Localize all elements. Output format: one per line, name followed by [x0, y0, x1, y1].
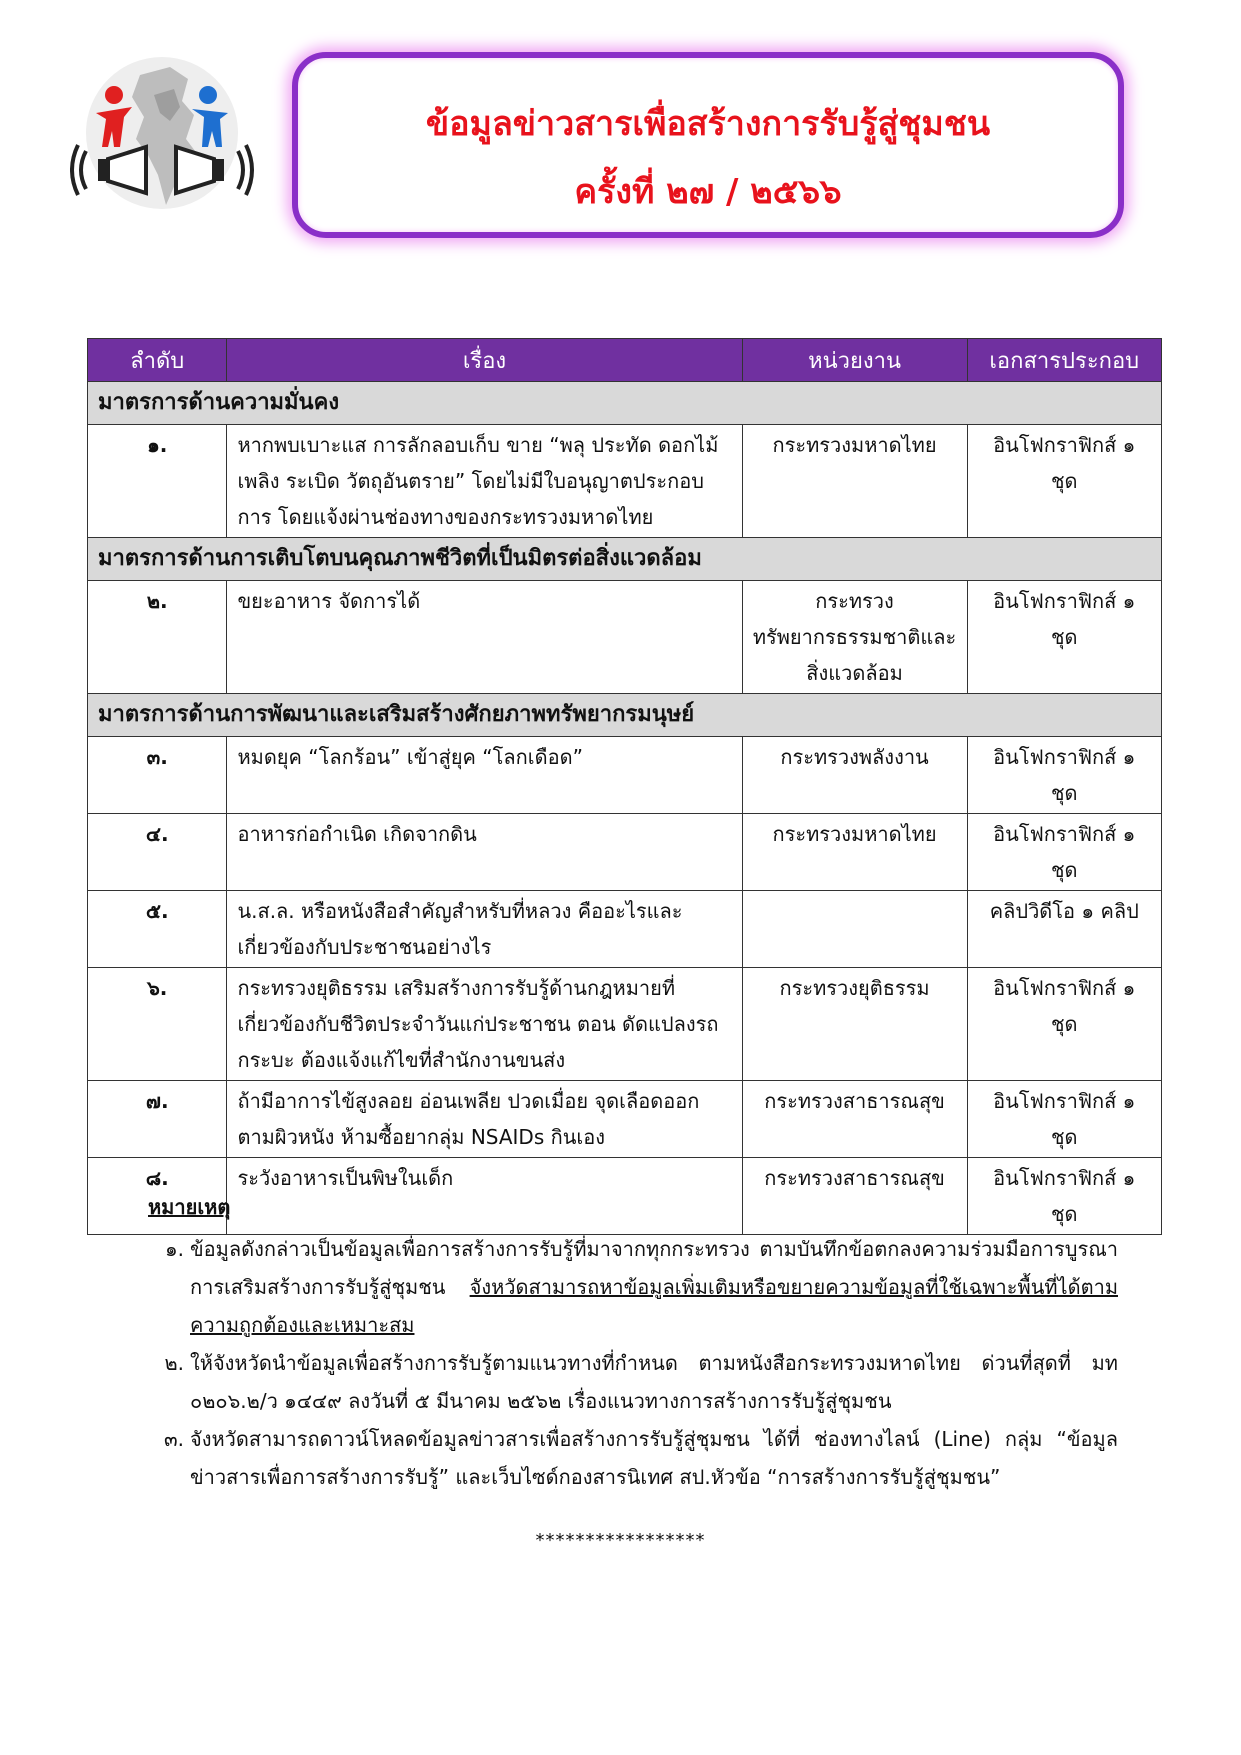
header-subject: เรื่อง: [227, 339, 742, 382]
row-agency: กระทรวงมหาดไทย: [742, 425, 967, 538]
section-row: [88, 538, 1162, 581]
news-table: [87, 338, 1162, 1235]
row-doc: อินโฟกราฟิกส์ ๑ ชุด: [967, 814, 1161, 891]
notes-heading: หมายเหตุ: [148, 1195, 231, 1219]
row-agency: กระทรวงทรัพยากรธรรมชาติและสิ่งแวดล้อม: [742, 581, 967, 694]
row-agency: กระทรวงมหาดไทย: [742, 814, 967, 891]
note-text: จังหวัดสามารถดาวน์โหลดข้อมูลข่าวสารเพื่อสร้างการรับรู้สู่ชุมชน ได้ที่ ช่องทางไลน์ (Line) กลุ่ม “ข้อมูลข่าวสารเพื่อการสร้างการรับรู้” และเว็บไซด์กองสารนิเทศ สป.หัวข้อ “การสร้างการรับรู้สู่ชุมชน”: [190, 1427, 1118, 1489]
table-row: [88, 425, 1162, 538]
row-num: ๕.: [88, 891, 227, 968]
row-subject: อาหารก่อกำเนิด เกิดจากดิน: [227, 814, 742, 891]
note-text-part: ข้อมูลดังกล่าวเป็นข้อมูลเพื่อการสร้างการรับรู้ที่มาจากทุกกระทรวง ตามบันทึกข้อตกลงความร่วมมือการบูรณาการเสริมสร้างการรับรู้สู่ชุมชน: [190, 1237, 1118, 1299]
header-agency: หน่วยงาน: [742, 339, 967, 382]
row-doc: อินโฟกราฟิกส์ ๑ ชุด: [967, 425, 1161, 538]
row-subject: ขยะอาหาร จัดการได้: [227, 581, 742, 694]
section-title: มาตรการด้านการพัฒนาและเสริมสร้างศักยภาพทรัพยากรมนุษย์: [88, 694, 1162, 737]
row-doc: อินโฟกราฟิกส์ ๑ ชุด: [967, 581, 1161, 694]
row-agency: กระทรวงยุติธรรม: [742, 968, 967, 1081]
people-megaphone-logo: [70, 55, 255, 215]
row-doc: อินโฟกราฟิกส์ ๑ ชุด: [967, 1081, 1161, 1158]
note-item: [148, 1344, 1118, 1420]
table-header-row: [88, 339, 1162, 382]
row-agency: [742, 891, 967, 968]
row-num: ๖.: [88, 968, 227, 1081]
table-row: [88, 814, 1162, 891]
row-doc: คลิปวิดีโอ ๑ คลิป: [967, 891, 1161, 968]
row-doc: อินโฟกราฟิกส์ ๑ ชุด: [967, 968, 1161, 1081]
title-banner: [292, 52, 1124, 238]
section-title: มาตรการด้านการเติบโตบนคุณภาพชีวิตที่เป็นมิตรต่อสิ่งแวดล้อม: [88, 538, 1162, 581]
row-subject: น.ส.ล. หรือหนังสือสำคัญสำหรับที่หลวง คืออะไรและเกี่ยวข้องกับประชาชนอย่างไร: [227, 891, 742, 968]
note-emphasis: จังหวัดสามารถหาข้อมูลเพิ่มเติมหรือขยายความข้อมูลที่ใช้เฉพาะพื้นที่ได้ตามความถูกต้องและเหมาะสม: [190, 1275, 1118, 1337]
row-doc: อินโฟกราฟิกส์ ๑ ชุด: [967, 1158, 1161, 1235]
note-item: [148, 1230, 1118, 1344]
section-title: มาตรการด้านความมั่นคง: [88, 382, 1162, 425]
row-subject: กระทรวงยุติธรรม เสริมสร้างการรับรู้ด้านกฎหมายที่เกี่ยวข้องกับชีวิตประจำวันแก่ประชาชน ตอน ดัดแปลงรถกระบะ ต้องแจ้งแก้ไขที่สำนักงานขนส่ง: [227, 968, 742, 1081]
table-row: [88, 1081, 1162, 1158]
section-row: [88, 382, 1162, 425]
row-agency: กระทรวงสาธารณสุข: [742, 1158, 967, 1235]
table-row: [88, 968, 1162, 1081]
row-num: ๑.: [88, 425, 227, 538]
note-text: ให้จังหวัดนำข้อมูลเพื่อสร้างการรับรู้ตามแนวทางที่กำหนด ตามหนังสือกระทรวงมหาดไทย ด่วนที่สุดที่ มท ๐๒๐๖.๒/ว ๑๔๔๙ ลงวันที่ ๕ มีนาคม ๒๕๖๒ เรื่องแนวทางการสร้างการรับรู้สู่ชุมชน: [190, 1351, 1118, 1413]
row-subject: หากพบเบาะแส การลักลอบเก็บ ขาย “พลุ ประทัด ดอกไม้เพลิง ระเบิด วัตถุอันตราย” โดยไม่มีใบอนุญาตประกอบการ โดยแจ้งผ่านช่องทางของกระทรวงมหาดไทย: [227, 425, 742, 538]
row-num: ๘.: [88, 1158, 227, 1235]
issue-number: ครั้งที่ ๒๗ / ๒๕๖๖: [574, 172, 842, 212]
end-stars: *****************: [535, 1530, 706, 1551]
note-item: [148, 1420, 1118, 1496]
row-num: ๗.: [88, 1081, 227, 1158]
row-num: ๒.: [88, 581, 227, 694]
section-row: [88, 694, 1162, 737]
table-row: [88, 737, 1162, 814]
page-title: ข้อมูลข่าวสารเพื่อสร้างการรับรู้สู่ชุมชน: [425, 104, 991, 144]
header-doc: เอกสารประกอบ: [967, 339, 1161, 382]
table-row: [88, 891, 1162, 968]
header-num: ลำดับ: [88, 339, 227, 382]
row-agency: กระทรวงสาธารณสุข: [742, 1081, 967, 1158]
row-doc: อินโฟกราฟิกส์ ๑ ชุด: [967, 737, 1161, 814]
row-num: ๔.: [88, 814, 227, 891]
row-subject: ระวังอาหารเป็นพิษในเด็ก: [227, 1158, 742, 1235]
row-num: ๓.: [88, 737, 227, 814]
row-agency: กระทรวงพลังงาน: [742, 737, 967, 814]
table-row: [88, 581, 1162, 694]
note-text: [190, 1230, 1118, 1344]
row-subject: หมดยุค “โลกร้อน” เข้าสู่ยุค “โลกเดือด”: [227, 737, 742, 814]
notes-section: [148, 1188, 1118, 1496]
note-number: ๓.: [163, 1427, 184, 1451]
note-number: ๒.: [164, 1351, 184, 1375]
note-number: ๑.: [164, 1237, 184, 1261]
row-subject: ถ้ามีอาการไข้สูงลอย อ่อนเพลีย ปวดเมื่อย จุดเลือดออกตามผิวหนัง ห้ามซื้อยากลุ่ม NSAIDs กินเอง: [227, 1081, 742, 1158]
